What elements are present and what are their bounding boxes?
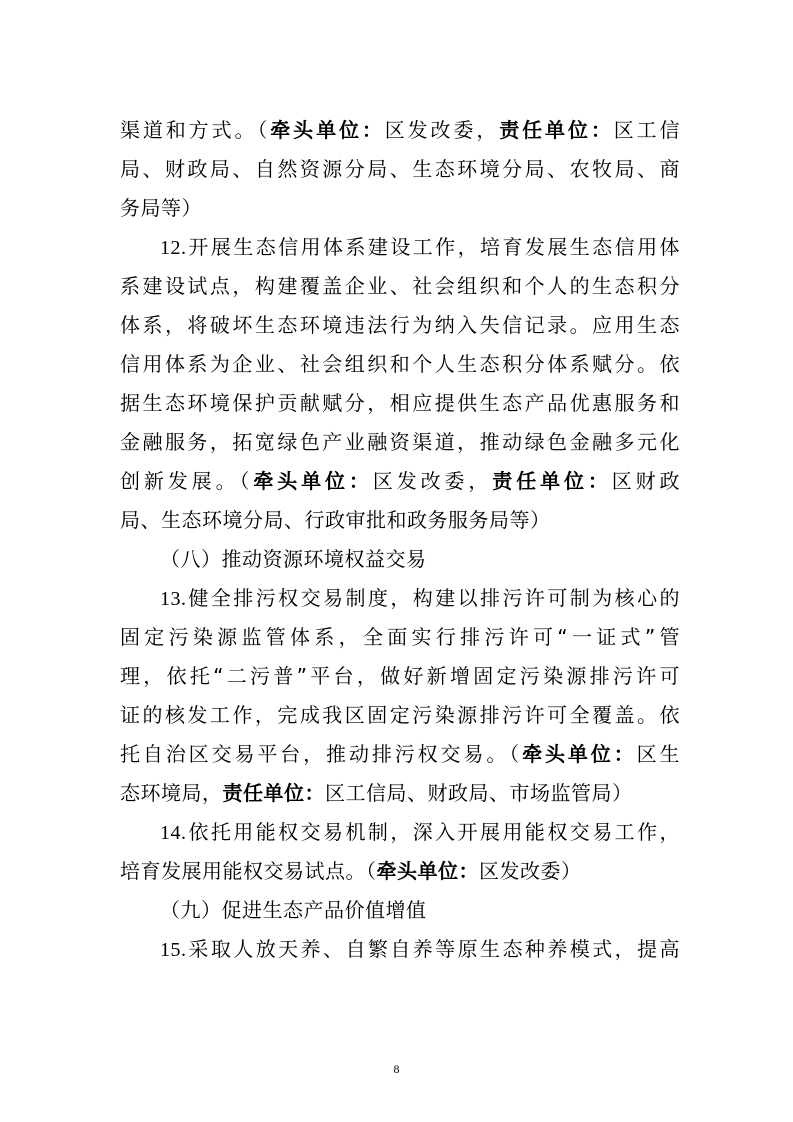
text-line: 体系，将破坏生态环境违法行为纳入失信记录。应用生态	[120, 313, 680, 337]
text-line: 培育发展用能权交易试点。（牵头单位：区发改委）	[120, 859, 582, 883]
text-line: 证的核发工作，完成我区固定污染源排污许可全覆盖。依	[120, 703, 680, 727]
text-line: 创新发展。（牵头单位：区发改委，责任单位：区财政	[120, 469, 681, 493]
text-line: 信用体系为企业、社会组织和个人生态积分体系赋分。依	[120, 352, 680, 376]
section-heading-8: （八）推动资源环境权益交易	[160, 547, 427, 571]
text-line: 态环境局，责任单位：区工信局、财政局、市场监管局）	[120, 781, 633, 805]
paragraph-15-start: 15.采取人放天养、自繁自养等原生态种养模式，提高	[160, 937, 680, 961]
text-line: 渠道和方式。（牵头单位：区发改委，责任单位：区工信	[120, 118, 681, 142]
text-line: 务局等）	[120, 196, 202, 220]
text-line: 据生态环境保护贡献赋分，相应提供生态产品优惠服务和	[120, 391, 680, 415]
text-line: 理，依托“二污普”平台，做好新增固定污染源排污许可	[120, 664, 680, 688]
paragraph-14-start: 14.依托用能权交易机制，深入开展用能权交易工作，	[160, 820, 680, 844]
paragraph-12-start: 12.开展生态信用体系建设工作，培育发展生态信用体	[160, 235, 680, 259]
text-line: 局、财政局、自然资源分局、生态环境分局、农牧局、商	[120, 157, 680, 181]
text-line: 固定污染源监管体系，全面实行排污许可“一证式”管	[120, 625, 680, 649]
text-line: 托自治区交易平台，推动排污权交易。（牵头单位：区生	[120, 742, 681, 766]
text-line: 系建设试点，构建覆盖企业、社会组织和个人的生态积分	[120, 274, 680, 298]
section-heading-9: （九）促进生态产品价值增值	[160, 898, 427, 922]
paragraph-13-start: 13.健全排污权交易制度，构建以排污许可制为核心的	[160, 586, 680, 610]
text-line: 局、生态环境分局、行政审批和政务服务局等）	[120, 508, 551, 532]
text-line: 金融服务，拓宽绿色产业融资渠道，推动绿色金融多元化	[120, 430, 680, 454]
page-number: 8	[393, 1062, 400, 1076]
